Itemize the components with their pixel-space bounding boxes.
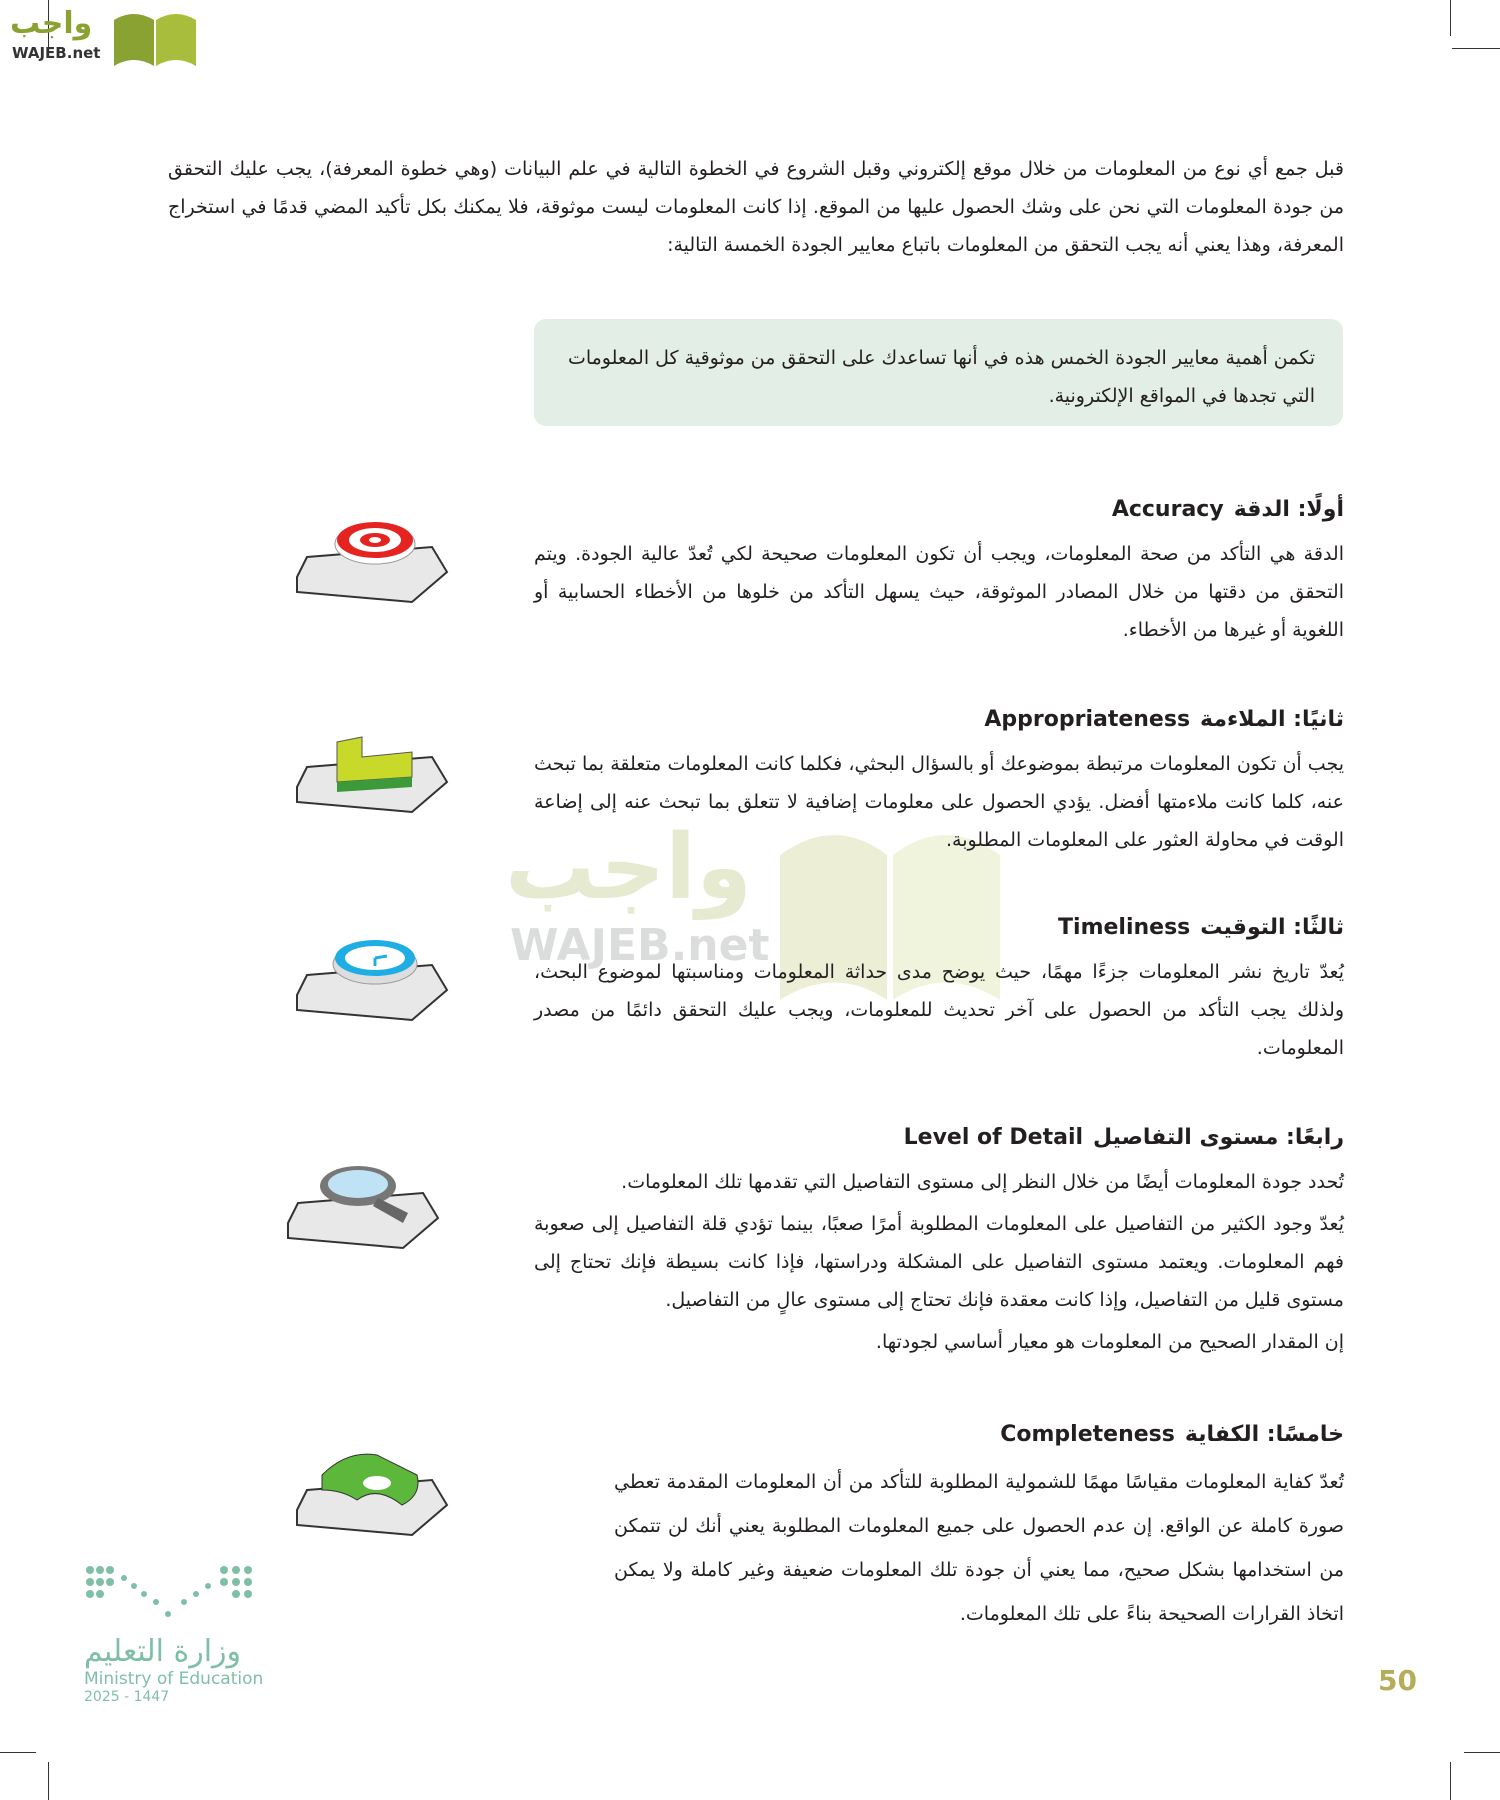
watermark-arabic: واجب: [505, 815, 752, 920]
heading-arabic: رابعًا: مستوى التفاصيل: [1093, 1125, 1344, 1150]
ministry-dots-icon: [84, 1562, 264, 1624]
section-paragraph: تُحدد جودة المعلومات أيضًا من خلال النظر إلى مستوى التفاصيل التي تقدمها تلك المعلومات.: [621, 1171, 1344, 1193]
crop-mark: [48, 1762, 49, 1800]
section-appropriateness: [534, 705, 1344, 859]
section-heading: [534, 495, 1344, 525]
section-timeliness: [534, 913, 1344, 1067]
heading-english: Level of Detail: [903, 1125, 1084, 1150]
heading-english: Timeliness: [1058, 915, 1191, 940]
section-heading: [534, 1123, 1344, 1153]
ministry-logo: [84, 1562, 274, 1705]
ministry-arabic: وزارة التعليم: [84, 1634, 242, 1669]
section-completeness: [534, 1420, 1344, 1636]
page-number: 50: [1378, 1664, 1417, 1697]
section-accuracy: [534, 495, 1344, 649]
logo-english: WAJEB.net: [12, 44, 101, 62]
heading-arabic: ثانيًا: الملاءمة: [1200, 707, 1344, 732]
section-heading: [534, 705, 1344, 735]
section-paragraph: تُعدّ كفاية المعلومات مقياسًا مهمًا للشمولية المطلوبة للتأكد من أن المعلومات المقدمة تعطي صورة كاملة عن الواقع. إن عدم الحصول على جميع المعلومات المطلوبة يعني أنك لن تتمكن من استخدامها بشكل صحيح، مما يعني أن جودة تلك المعلومات ضعيفة وغير كاملة ولا يمكن اتخاذ القرارات الصحيحة بناءً على تلك المعلومات.: [614, 1471, 1344, 1625]
section-paragraph: إن المقدار الصحيح من المعلومات هو معيار أساسي لجودتها.: [875, 1331, 1344, 1353]
puzzle-block-icon: [287, 722, 452, 822]
magnifier-icon: [278, 1158, 443, 1258]
target-icon: [287, 512, 452, 612]
intro-paragraph: قبل جمع أي نوع من المعلومات من خلال موقع إلكتروني وقبل الشروع في الخطوة التالية في علم البيانات (وهي خطوة المعرفة)، يجب عليك التحقق من جودة المعلومات التي نحن على وشك الحصول عليها من الموقع. إذا كانت المعلومات ليست موثوقة، فلا يمكنك بكل تأكيد المضي قدمًا في استخراج المعرفة، وهذا يعني أنه يجب التحقق من المعلومات باتباع معايير الجودة الخمسة التالية:: [168, 158, 1344, 256]
watermark-english: WAJEB.net: [510, 920, 770, 971]
heading-english: Accuracy: [1111, 497, 1224, 522]
section-paragraph: يُعدّ وجود الكثير من التفاصيل على المعلومات المطلوبة أمرًا صعبًا، بينما تؤدي قلة التفاصيل إلى صعوبة فهم المعلومات. ويعتمد مستوى التفاصيل على المشكلة ودراستها، فإذا كانت بسيطة فإنك تحتاج إلى مستوى قليل من التفاصيل، وإذا كانت معقدة فإنك تحتاج إلى مستوى عالٍ من التفاصيل.: [534, 1213, 1344, 1311]
heading-arabic: أولًا: الدقة: [1233, 497, 1344, 522]
crop-mark: [1464, 1752, 1500, 1753]
puzzle-piece-icon: [287, 1445, 452, 1545]
section-paragraph: الدقة هي التأكد من صحة المعلومات، ويجب أن تكون المعلومات صحيحة لكي تُعدّ عالية الجودة. ويتم التحقق من دقتها من خلال المصادر الموثوقة، حيث يسهل التأكد من خلوها من الأخطاء الحسابية أو اللغوية أو غيرها من الأخطاء.: [534, 543, 1344, 641]
crop-mark: [1450, 0, 1451, 36]
section-paragraph: يُعدّ تاريخ نشر المعلومات جزءًا مهمًا، حيث يوضح مدى حداثة المعلومات ومناسبتها لموضوع البحث، ولذلك يجب التأكد من الحصول على آخر تحديث للمعلومات، ويجب عليك التحقق دائمًا من مصدر المعلومات.: [534, 961, 1344, 1059]
book-icon: [110, 6, 200, 68]
edition-year: 2025 - 1447: [84, 1689, 170, 1705]
heading-arabic: ثالثًا: التوقيت: [1200, 915, 1344, 940]
section-paragraph: يجب أن تكون المعلومات مرتبطة بموضوعك أو بالسؤال البحثي، فكلما كانت المعلومات متعلقة بما تبحث عنه، كلما كانت ملاءمتها أفضل. يؤدي الحصول على معلومات إضافية لا تتعلق بما تبحث عنه إلى إضاعة الوقت في محاولة العثور على المعلومات المطلوبة.: [534, 753, 1344, 851]
crop-mark: [0, 1752, 36, 1753]
crop-mark: [1452, 48, 1500, 49]
logo-arabic: واجب: [10, 6, 93, 41]
clock-icon: [287, 930, 452, 1030]
crop-mark: [1450, 1762, 1451, 1800]
heading-english: Completeness: [1000, 1422, 1175, 1447]
section-level-of-detail: [534, 1123, 1344, 1361]
heading-arabic: خامسًا: الكفاية: [1184, 1422, 1344, 1447]
note-box: [534, 319, 1343, 426]
site-logo[interactable]: [10, 6, 190, 68]
ministry-english: Ministry of Education: [84, 1669, 264, 1689]
heading-english: Appropriateness: [984, 707, 1191, 732]
section-heading: [534, 913, 1344, 943]
note-text: تكمن أهمية معايير الجودة الخمس هذه في أنها تساعدك على التحقق من موثوقية كل المعلومات التي تجدها في المواقع الإلكترونية.: [567, 347, 1315, 407]
section-heading: [534, 1420, 1344, 1450]
